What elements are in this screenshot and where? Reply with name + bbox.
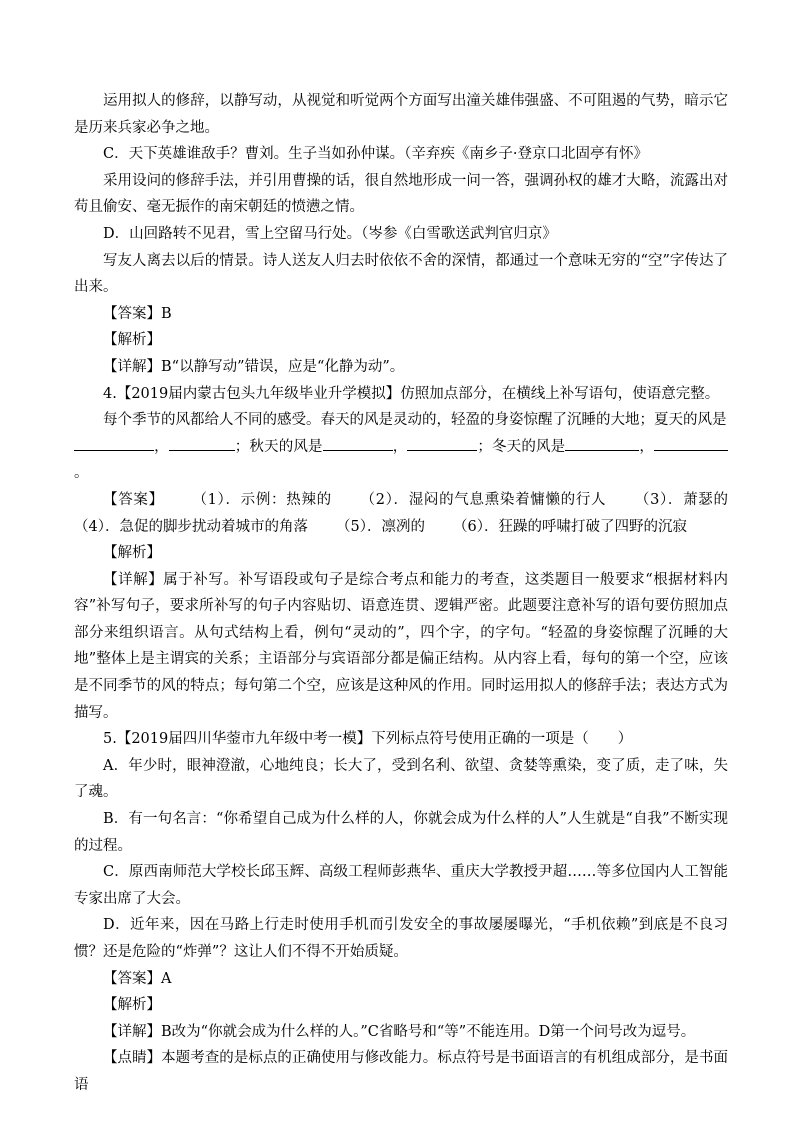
option-a: A．年少时，眼神澄澈，心地纯良；长大了，受到名利、欲望、贪婪等熏染，变了质，走了味，失了魂。: [74, 757, 728, 801]
answer-4: [74, 487, 728, 540]
answer-item: （1）．示例：热辣的: [191, 491, 332, 508]
analysis-paragraph: 采用设问的修辞手法，并引用曹操的话，很自然地形成一问一答，强调孙权的雄才大略，流露出对苟且偷安、毫无振作的南宋朝廷的愤懑之情。: [74, 172, 728, 216]
answer-item: （6）．狂躁的呼啸打破了四野的沉寂: [452, 518, 687, 535]
option-d: D．近年来，因在马路上行走时使用手机而引发安全的事故屡屡曝光，“手机依赖”到底是不良习惯？还是危险的“炸弹”？这让人们不得不开始质疑。: [74, 917, 728, 960]
answer-label: 【答案】A: [103, 970, 172, 987]
question-4-prompt: [74, 407, 728, 434]
question-4-blanks: [74, 434, 728, 487]
detail-paragraph: 【详解】B改为“你就会成为什么样的人。”C省略号和“等”不能连用。D第一个问号改为逗号。: [103, 1023, 696, 1040]
detail-paragraph: 【详解】属于补写。补写语段或句子是综合考点和能力的考查，这类题目一般要求“根据材料内容”补写句子，要求所补写的句子内容贴切、语意连贯、逻辑严密。此题要注意补写的语句要仿照加点部分来组织语言。从句式结构上看，例句“灵动的”，四个字，的字句。“轻盈的身姿惊醒了沉睡的大地”整体上是主谓宾的关系；主语部分与宾语部分都是偏正结构。从内容上看，每句的第一个空，应该是不同季节的风的特点；每句第二个空，应该是这种风的作用。同时运用拟人的修辞手法；表达方式为描写。: [74, 571, 728, 721]
option-d: D．山回路转不见君，雪上空留马行处。（岑参《白雪歌送武判官归京》: [103, 225, 557, 242]
blank-line: [323, 436, 393, 451]
separator: 。: [74, 465, 89, 482]
option-b: B．有一句名言：“你希望自己成为什么样的人，你就会成为什么样的人”人生就是“自我”不断实现的过程。: [74, 811, 728, 854]
option-c: C．天下英雄谁敌手？曹刘。生子当如孙仲谋。（辛弃疾《南乡子·登京口北固亭有怀》: [103, 146, 648, 163]
answer-label: 【答案】B: [103, 305, 172, 322]
prompt-text: 每个季节的风都给人不同的感受。春天的风是灵动的，轻盈的身姿惊醒了沉睡的大地；夏天的风是: [103, 412, 727, 429]
analysis-label: 【解析】: [103, 332, 161, 349]
blank-line: [169, 436, 235, 451]
answer-item: （5）．凛冽的: [335, 518, 425, 535]
answer-label: 【答案】: [103, 491, 164, 508]
question-5: 5.【2019届四川华蓥市九年级中考一模】下列标点符号使用正确的一项是（ ）: [103, 731, 633, 748]
detail-paragraph: 【详解】B“以静写动”错误，应是“化静为动”。: [103, 358, 405, 375]
answer-item: （3）．萧瑟的: [634, 491, 728, 508]
separator: ；冬天的风是: [477, 438, 566, 455]
separator: ，: [154, 438, 169, 455]
analysis-paragraph: 运用拟人的修辞，以静写动，从视觉和听觉两个方面写出潼关雄伟强盛、不可阻遏的气势，暗示它是历来兵家必争之地。: [74, 93, 728, 136]
question-4: 4.【2019届内蒙古包头九年级毕业升学模拟】仿照加点部分，在横线上补写语句，使语意完整。: [103, 385, 720, 402]
analysis-label: 【解析】: [103, 545, 161, 562]
separator: ，: [392, 438, 408, 455]
analysis-paragraph: 写友人离去以后的情景。诗人送友人归去时依依不舍的深情，都通过一个意味无穷的“空”字传达了出来。: [74, 252, 728, 296]
blank-line: [654, 436, 728, 451]
analysis-label: 【解析】: [103, 997, 161, 1014]
separator: ，: [639, 438, 655, 455]
blank-line: [565, 436, 639, 451]
document-body: [74, 88, 728, 1099]
answer-item: （2）．湿闷的气息熏染着慵懒的行人: [359, 491, 607, 508]
dianjing-paragraph: 【点睛】本题考查的是标点的正确使用与修改能力。标点符号是书面语言的有机组成部分，是书面语: [74, 1050, 728, 1093]
blank-line: [407, 436, 477, 451]
separator: ；秋天的风是: [234, 438, 323, 455]
blank-line: [74, 436, 154, 451]
option-c: C．原西南师范大学校长邱玉辉、高级工程师彭燕华、重庆大学教授尹超……等多位国内人工智能专家出席了大会。: [74, 864, 728, 907]
answer-item: （4）．急促的脚步扰动着城市的角落: [74, 518, 308, 535]
